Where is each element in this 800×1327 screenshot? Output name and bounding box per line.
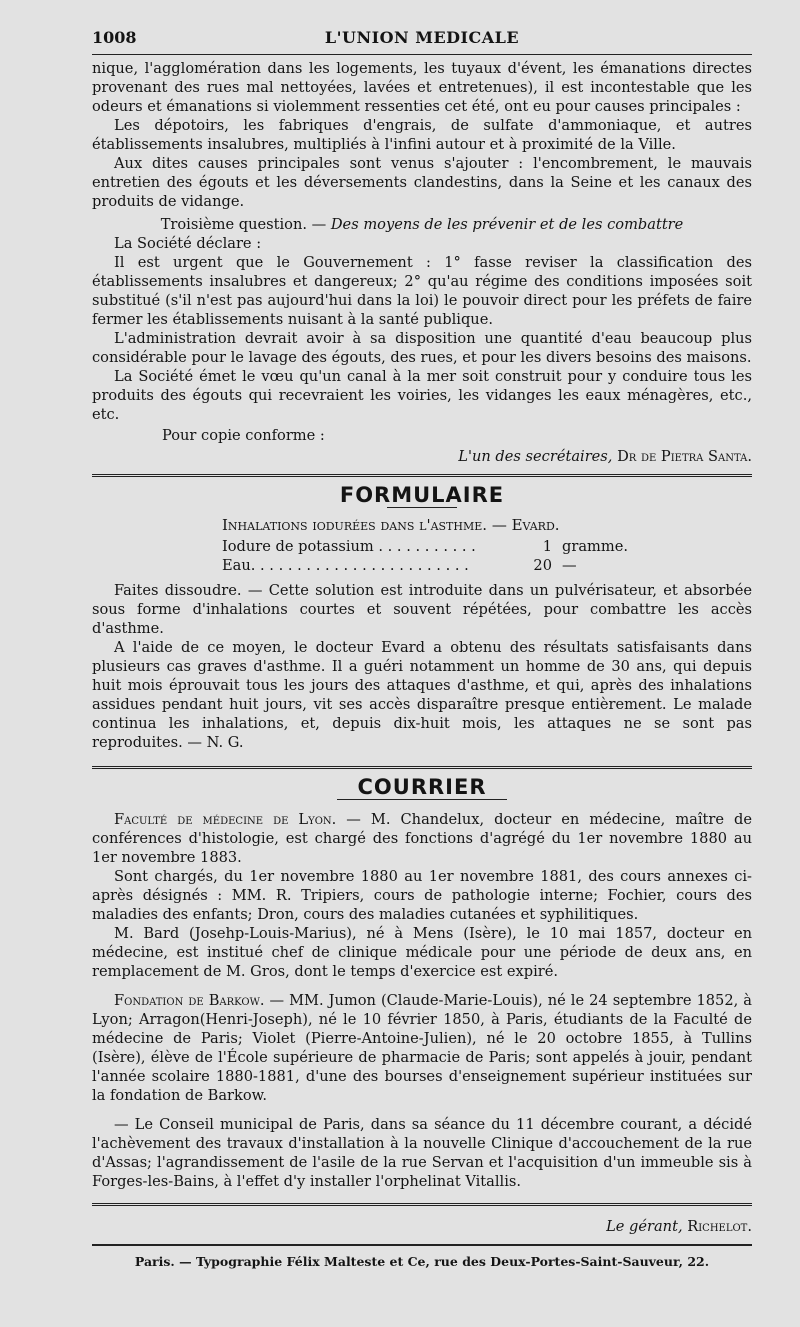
question-title: Des moyens de les prévenir et de les combattre [330, 216, 684, 233]
lyon-lead: Faculté de médecine de Lyon. [114, 811, 337, 828]
copy-conforme: Pour copie conforme : [162, 427, 325, 444]
paragraph-faculte-lyon [92, 810, 752, 867]
secretary-signature [92, 447, 752, 466]
gerant-label: Le gérant, [606, 1218, 683, 1235]
paragraph-administration: L'administration devrait avoir à sa disposition une quantité d'eau beaucoup plus considérable pour le lavage des égouts, des rues, et pour les divers besoins des maisons. [92, 330, 752, 366]
ingredient-row [92, 537, 752, 556]
paragraph-bard: M. Bard (Josehp-Louis-Marius), né à Mens (Isère), le 10 mai 1857, docteur en médecine, est institué chef de clinique médicale pour une période de deux ans, en remplacement de M. Gros, dont le temps d'exercice est expiré. [92, 925, 752, 980]
ingredient-unit: — [562, 557, 577, 574]
lyon-text: — M. Chandelux, docteur en médecine, maître de conférences d'histologie, est chargé des fonctions d'agrégé du 1er novembre 1880 au 1er novembre 1883. [92, 811, 752, 866]
ingredient-unit: gramme. [562, 538, 628, 555]
ingredient-row [92, 556, 752, 575]
running-head [92, 28, 752, 52]
courrier-title: COURRIER [357, 775, 487, 799]
courrier-title-rule [337, 799, 507, 800]
ingredient-quantity: 1 [542, 538, 552, 555]
paragraph-evard-results: A l'aide de ce moyen, le docteur Evard a obtenu des résultats satisfaisants dans plusieurs cas graves d'asthme. Il a guéri notamment un homme de 30 ans, qui depuis huit mois éprouvait tous les jours des attaques d'asthme, et qui, après des inhalations assidues pendant huit jours, vit ses accès disparaître presque entièrement. Le malade continua les inhalations, et, depuis dix-huit mois, les attaques ne se sont pas reproduites. — N. G. [92, 639, 752, 751]
paragraph-conseil-paris: — Le Conseil municipal de Paris, dans sa séance du 11 décembre courant, a décidé l'achèvement des travaux d'installation à la nouvelle Clinique d'accouchement de la rue d'Assas; l'agrandissement de l'asile de la rue Servan et l'acquisition d'un immeuble sis à Forges-les-Bains, à l'effet d'y installer l'orphelinat Vitallis. [92, 1116, 752, 1190]
barkow-lead: Fondation de Barkow. [114, 992, 265, 1009]
journal-title: L'UNION MEDICALE [324, 28, 520, 47]
printer-imprint: Paris. — Typographie Félix Malteste et Ce, rue des Deux-Portes-Saint-Sauveur, 22. [134, 1254, 710, 1269]
question-label: Troisième question. — [160, 216, 327, 233]
recipe-title: Inhalations iodurées dans l'asthme. — Evard. [222, 516, 560, 534]
section-divider [92, 474, 752, 480]
paragraph-barkow [92, 991, 752, 1105]
footer-divider [92, 1203, 752, 1209]
paragraph-cours-annexes: Sont chargés, du 1er novembre 1880 au 1er novembre 1881, des cours annexes ci-après désignés : MM. R. Tripiers, cours de pathologie interne; Fochier, cours des maladies des enfants; Dron, cours des maladies cutanées et syphilitiques. [92, 868, 752, 923]
paragraph-canal: La Société émet le vœu qu'un canal à la mer soit construit pour y conduire tous les produits des égouts qui recevraient les voiries, les vidanges les eaux ménagères, etc., etc. [92, 368, 752, 423]
signature-role: L'un des secrétaires, [458, 448, 613, 465]
paragraph-government: Il est urgent que le Gouvernement : 1° fasse reviser la classification des établissements insalubres et dangereux; 2° qu'au régime des conditions imposées soit substitué (s'il n'est pas aujourd'hui dans la loi) le pouvoir direct pour les préfets de faire fermer les établissements nuisant à la santé publique. [92, 254, 752, 328]
paragraph-continuation: nique, l'agglomération dans les logements, les tuyaux d'évent, les émanations directes provenant des rues mal nettoyées, lavées et entretenues), il est incontestable que les odeurs et émanations si violemment ressenties cet été, ont eu pour causes principales : [92, 60, 752, 115]
ingredient-quantity: 20 [533, 557, 552, 574]
barkow-text: — MM. Jumon (Claude-Marie-Louis), né le 24 septembre 1852, à Lyon; Arragon(Henri-Joseph), né le 10 février 1850, à Paris, étudiants de la Faculté de médecine de Paris; Violet (Pierre-Antoine-Julien), né le 20 octobre 1855, à Tullins (Isère), élève de l'École supérieure de pharmacie de Paris; sont appelés à jouir, pendant l'année scolaire 1880-1881, d'une des bourses d'enseignement supérieur instituées sur la fondation de Barkow. [92, 992, 752, 1104]
paragraph-dissoudre: Faites dissoudre. — Cette solution est introduite dans un pulvérisateur, et absorbée sous forme d'inhalations courtes et souvent répétées, pour combattre les accès d'asthme. [92, 582, 752, 637]
formulaire-title: FORMULAIRE [339, 483, 505, 507]
ingredient-name: Iodure de potassium . . . . . . . . . . . [222, 538, 476, 555]
header-rule [92, 54, 752, 55]
question-heading [92, 215, 752, 234]
formulaire-title-rule [387, 507, 457, 508]
gerant-signature [92, 1217, 752, 1236]
society-declares: La Société déclare : [114, 235, 262, 252]
page-number: 1008 [92, 28, 137, 47]
printer-rule [92, 1244, 752, 1246]
section-divider [92, 766, 752, 772]
gerant-name: Richelot. [687, 1218, 752, 1235]
paragraph-causes: Aux dites causes principales sont venus s'ajouter : l'encombrement, le mauvais entretien des égouts et les déversements clandestins, dans la Seine et les canaux des produits de vidange. [92, 155, 752, 210]
paragraph-depotoirs: Les dépotoirs, les fabriques d'engrais, de sulfate d'ammoniaque, et autres établissements insalubres, multipliés à l'infini autour et à proximité de la Ville. [92, 117, 752, 153]
signature-name: Dr de Pietra Santa. [617, 448, 752, 465]
ingredient-name: Eau. . . . . . . . . . . . . . . . . . . . . . . . [222, 557, 469, 574]
